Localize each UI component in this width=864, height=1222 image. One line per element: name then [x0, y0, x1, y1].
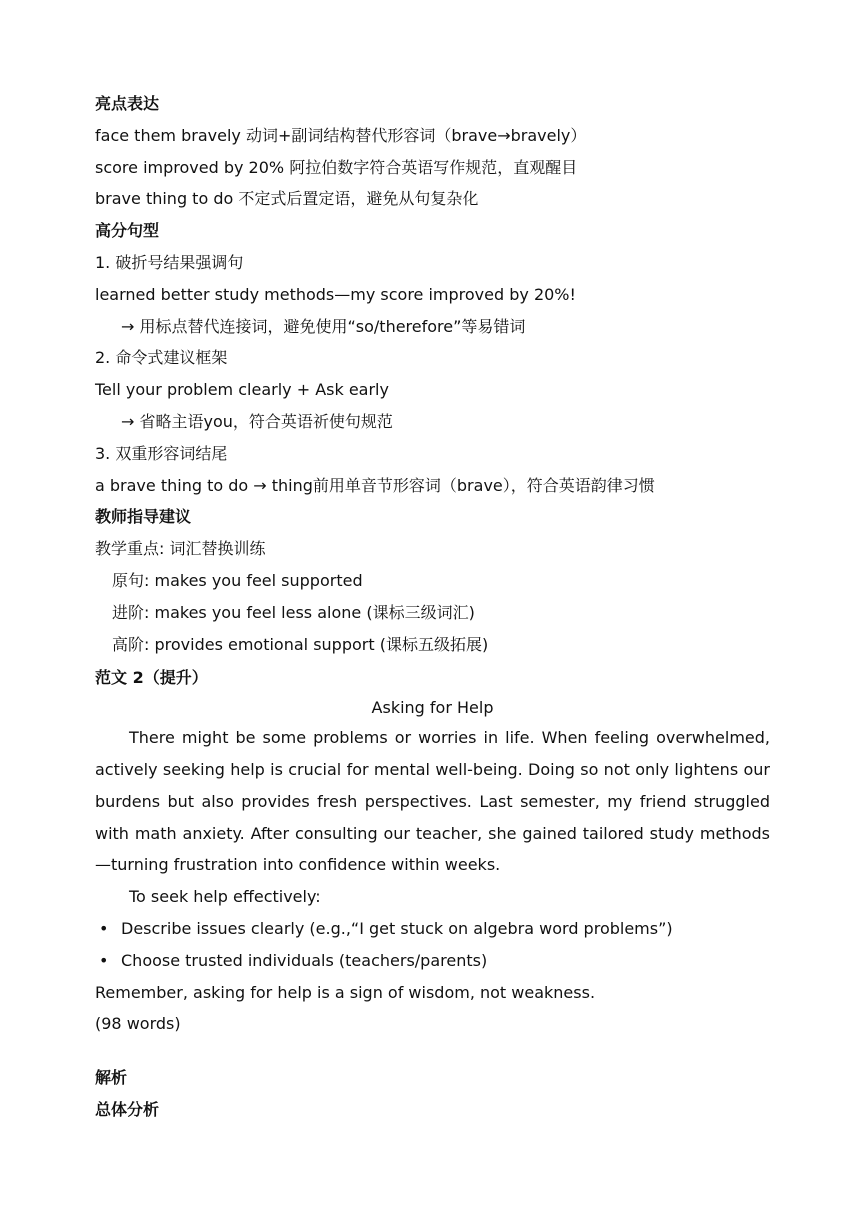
essay-heading: 范文 2（提升） [95, 668, 208, 688]
highlights-heading: 亮点表达 [95, 94, 160, 113]
sentence-1-example: learned better study methods—my score improved by 20%! [95, 284, 576, 304]
document-page [95, 88, 770, 1126]
sentence-3-title: 3. 双重形容词结尾 [95, 443, 228, 463]
essay-paragraph: There might be some problems or worries in life. When feeling overwhelmed, actively seeking help is crucial for mental well-being. Doing so not only lightens our burdens but also provides fresh perspectives. Last semester, my friend struggled with math anxiety. After consulting our teacher, she gained tailored study methods—turning frustration into confidence within weeks. [95, 728, 770, 875]
highlight-item-2: score improved by 20% 阿拉伯数字符合英语写作规范，直观醒目 [95, 157, 578, 177]
sentence-2-note: → 省略主语you，符合英语祈使句规范 [121, 411, 393, 431]
bullet-dot-icon: • [99, 950, 109, 970]
highlight-item-3: brave thing to do 不定式后置定语，避免从句复杂化 [95, 189, 479, 209]
sentence-1-title: 1. 破折号结果强调句 [95, 252, 244, 272]
sentence-3-example: a brave thing to do → thing前用单音节形容词（brave），符合英语韵律习惯 [95, 475, 655, 495]
sentence-2-example: Tell your problem clearly + Ask early [95, 380, 389, 400]
essay-title: Asking for Help [371, 698, 494, 718]
essay-bullet-1-text: Describe issues clearly (e.g.,“I get stuck on algebra word problems”) [121, 918, 673, 938]
bullet-dot-icon: • [99, 918, 109, 938]
sentence-1-note: → 用标点替代连接词，避免使用“so/therefore”等易错词 [121, 316, 526, 336]
analysis-subheading: 总体分析 [95, 1099, 160, 1119]
teacher-level-3: 高阶: provides emotional support (课标五级拓展) [112, 634, 489, 654]
highlight-item-1: face them bravely 动词+副词结构替代形容词（brave→bravely） [95, 125, 587, 145]
sentence-2-title: 2. 命令式建议框架 [95, 348, 228, 368]
essay-word-count: (98 words) [95, 1014, 181, 1034]
section-spacer [95, 1040, 770, 1062]
analysis-heading: 解析 [95, 1068, 128, 1088]
teacher-focus: 教学重点: 词汇替换训练 [95, 539, 266, 559]
teacher-level-1: 原句: makes you feel supported [112, 570, 363, 590]
essay-bullet-2-text: Choose trusted individuals (teachers/parents) [121, 950, 488, 970]
essay-bullet-1 [95, 913, 770, 945]
teacher-level-2: 进阶: makes you feel less alone (课标三级词汇) [112, 602, 475, 622]
essay-lead: To seek help effectively: [129, 887, 321, 907]
essay-bullet-2 [95, 945, 770, 977]
teacher-heading: 教师指导建议 [95, 507, 192, 527]
sentences-heading: 高分句型 [95, 221, 160, 241]
essay-closing: Remember, asking for help is a sign of wisdom, not weakness. [95, 982, 596, 1002]
